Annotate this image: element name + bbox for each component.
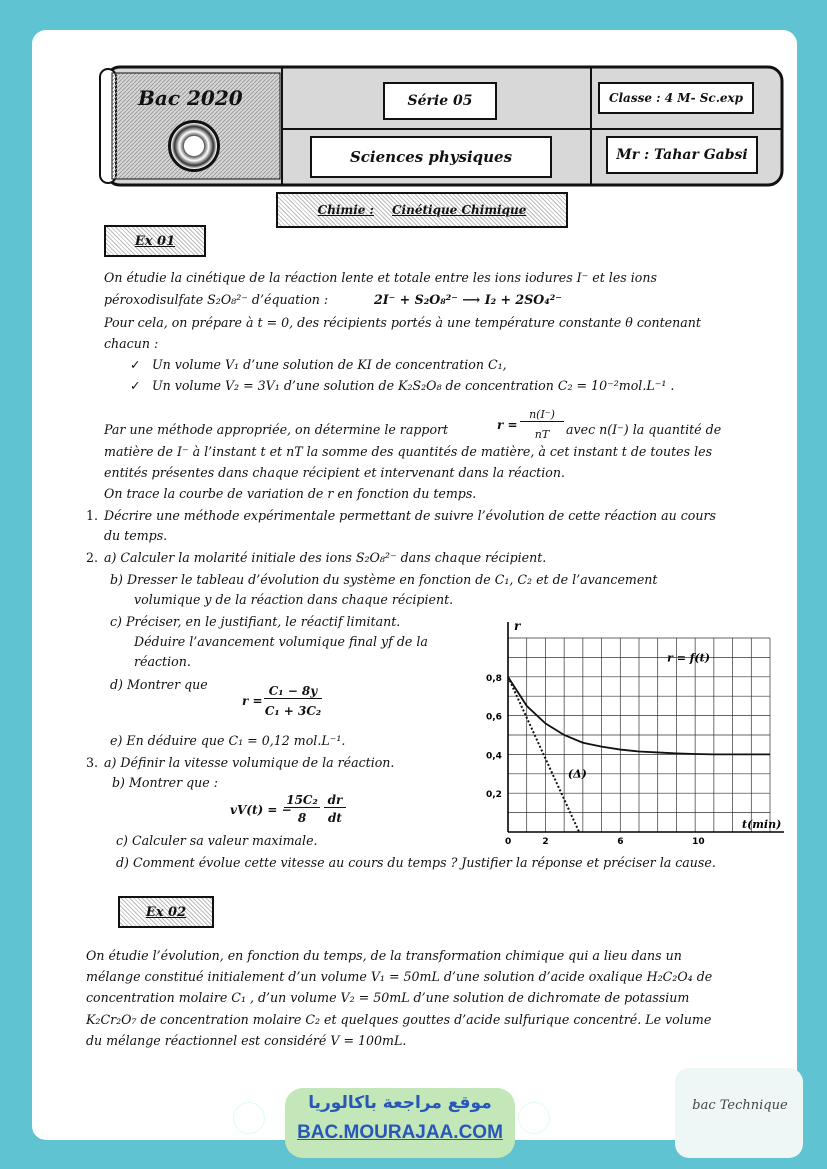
y-tick-label: 0,6 — [486, 712, 502, 723]
x-tick-label: 6 — [617, 837, 624, 844]
y-tick-label: 0,8 — [486, 673, 502, 684]
ex2-line-4: K₂Cr₂O₇ de concentration molaire C₂ et quelques gouttes d’acide sulfurique concentré. Le volume — [86, 1012, 712, 1027]
q2b-text-2: volumique y de la réaction dans chaque récipient. — [134, 592, 454, 607]
site-name-arabic[interactable]: موقع مراجعة باكالوريا — [308, 1093, 492, 1113]
tangent-label: (Δ) — [567, 767, 587, 781]
q2b-text-1: b) Dresser le tableau d’évolution du système en fonction de C₁, C₂ et de l’avancement — [110, 572, 658, 587]
x-tick-label: 2 — [542, 837, 549, 844]
ex1-line-1: On étudie la cinétique de la réaction lente et totale entre les ions iodures I⁻ et les ions — [104, 270, 657, 285]
q3-number: 3. — [86, 755, 99, 770]
q3a-text: a) Définir la vitesse volumique de la réaction. — [104, 755, 395, 770]
ex1-para-1b: avec n(I⁻) la quantité de — [566, 422, 722, 437]
ex2-line-5: du mélange réactionnel est considéré V = 100mL. — [86, 1033, 407, 1048]
q1-number: 1. — [86, 508, 99, 523]
q3b-text: b) Montrer que : — [112, 775, 218, 790]
q2c-text-3: réaction. — [134, 654, 191, 669]
chapter-title: Cinétique Chimique — [392, 203, 527, 217]
classe-box: Classe : 4 M- Sc.exp — [598, 82, 754, 114]
check-icon: ✓ — [130, 378, 141, 393]
ratio-den: nT — [534, 428, 550, 441]
ex01-label: Ex 01 — [104, 225, 206, 257]
serie-box: Série 05 — [383, 82, 497, 120]
q2a-text: a) Calculer la molarité initiale des ions S₂O₈²⁻ dans chaque récipient. — [104, 550, 547, 565]
ex2-line-1: On étudie l’évolution, en fonction du temps, de la transformation chimique qui a lieu dans un — [86, 948, 682, 963]
q1-text: Décrire une méthode expérimentale permettant de suivre l’évolution de cette réaction au cours — [104, 508, 716, 523]
ex2-line-3: concentration molaire C₁ , d’un volume V₂ = 50mL d’une solution de dichromate de potassium — [86, 990, 690, 1005]
velocity-frac1-num: 15C₂ — [284, 793, 320, 808]
ratio-num: n(I⁻) — [520, 408, 564, 422]
frac-r-label: r = — [242, 694, 263, 708]
frac-numerator: C₁ − 8y — [264, 684, 322, 699]
velocity-frac2-den: dt — [328, 811, 342, 825]
ex1-equation: 2I⁻ + S₂O₈²⁻ ⟶ I₂ + 2SO₄²⁻ — [374, 292, 562, 307]
chapter-box — [276, 192, 568, 228]
velocity-frac1-den: 8 — [297, 811, 307, 825]
x-axis-label: t(min) — [742, 818, 782, 831]
ex1-para-3: entités présentes dans chaque récipient et intervenant dans la réaction. — [104, 465, 565, 480]
ex1-para-2: matière de I⁻ à l’instant t et nT la somme des quantités de matière, à cet instant t de toutes les — [104, 444, 713, 459]
ex1-bullet-2: Un volume V₂ = 3V₁ d’une solution de K₂S₂O₈ de concentration C₂ = 10⁻²mol.L⁻¹ . — [152, 378, 675, 393]
check-icon: ✓ — [130, 357, 141, 372]
frac-denominator: C₁ + 3C₂ — [264, 704, 322, 718]
ex1-para-4: On trace la courbe de variation de r en fonction du temps. — [104, 486, 477, 501]
ex1-line-2a: péroxodisulfate S₂O₈²⁻ d’équation : — [104, 292, 329, 307]
ex1-bullet-1: Un volume V₁ d’une solution de KI de concentration C₁, — [152, 357, 507, 372]
site-url-link[interactable]: BAC.MOURAJAA.COM — [297, 1122, 503, 1143]
y-axis-label: r — [514, 619, 521, 633]
ex02-label: Ex 02 — [118, 896, 214, 928]
ex1-line-4: chacun : — [104, 336, 159, 351]
q2-number: 2. — [86, 550, 99, 565]
q2e-text: e) En déduire que C₁ = 0,12 mol.L⁻¹. — [110, 733, 346, 748]
book-logo-icon — [233, 1102, 265, 1134]
velocity-frac2-num: dr — [324, 793, 346, 808]
q3d-text: d) Comment évolue cette vitesse au cours du temps ? Justifier la réponse et préciser la cause. — [116, 855, 716, 870]
q2c-text-2: Déduire l’avancement volumique final yf de la — [134, 634, 428, 649]
book-logo-icon — [518, 1102, 550, 1134]
ex1-para-1a: Par une méthode appropriée, on détermine le rapport — [104, 422, 449, 437]
ex1-line-3: Pour cela, on prépare à t = 0, des récipients portés à une température constante θ contenant — [104, 315, 701, 330]
q1-text-2: du temps. — [104, 528, 168, 543]
x-tick-label: 0 — [505, 837, 512, 844]
bac-technique-badge — [675, 1068, 803, 1158]
sciences-box: Sciences physiques — [310, 136, 552, 178]
q3c-text: c) Calculer sa valeur maximale. — [116, 833, 318, 848]
y-tick-label: 0,2 — [486, 790, 502, 801]
q2c-text-1: c) Préciser, en le justifiant, le réactif limitant. — [110, 614, 401, 629]
bac-technique-text: bac Technique — [692, 1098, 788, 1113]
chapter-subject: Chimie : — [317, 203, 374, 217]
q2d-text: d) Montrer que — [110, 677, 208, 692]
emblem-icon — [168, 120, 220, 172]
y-tick-label: 0,4 — [486, 751, 502, 762]
bac-title: Bac 2020 — [138, 86, 243, 110]
curve-label: r = f(t) — [667, 651, 710, 665]
ratio-r-label: r = — [497, 418, 518, 432]
x-tick-label: 10 — [692, 837, 705, 844]
teacher-box: Mr : Tahar Gabsi — [606, 136, 758, 174]
r-vs-t-chart — [470, 618, 788, 844]
ex2-line-2: mélange constitué initialement d’un volume V₁ = 50mL d’une solution d’acide oxalique H₂C₂O₄ de — [86, 969, 713, 984]
velocity-lhs: vV(t) = − — [230, 803, 292, 817]
